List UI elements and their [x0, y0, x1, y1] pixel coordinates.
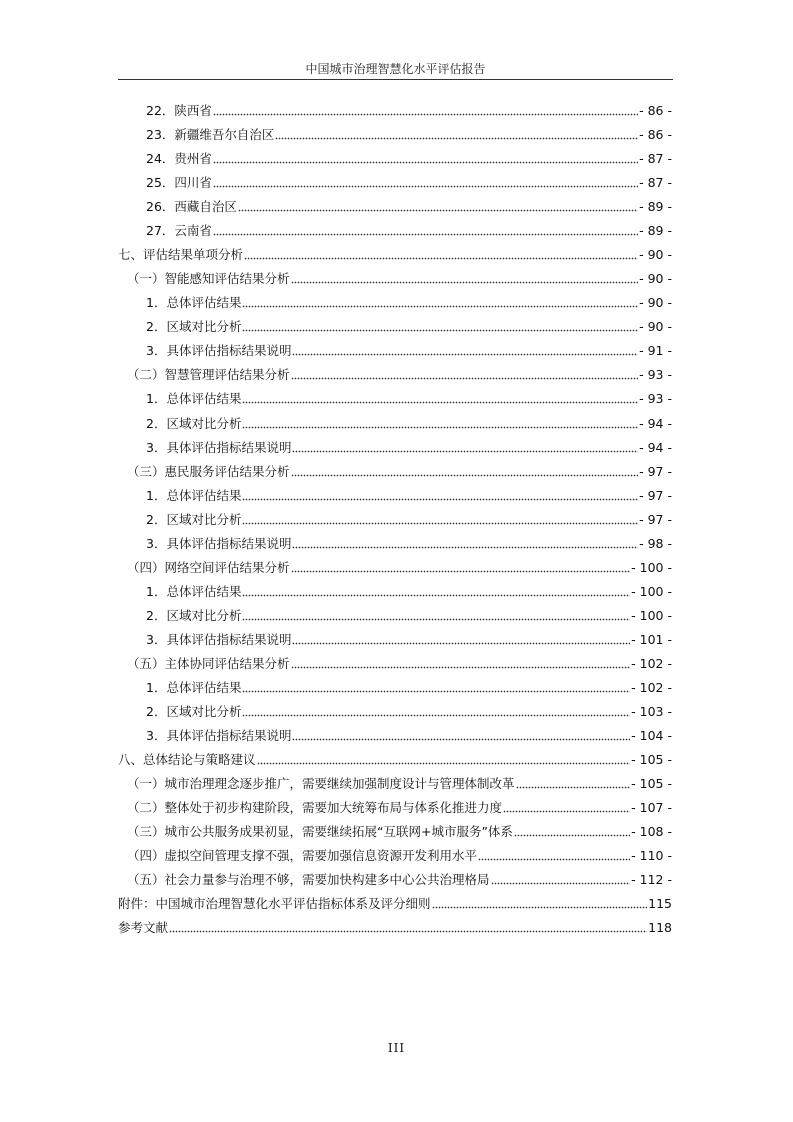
- toc-entry-title: 2．区域对比分析: [146, 704, 242, 719]
- toc-entry-page: - 108 -: [631, 824, 672, 840]
- toc-entry-title: 3．具体评估指标结果说明: [146, 728, 292, 744]
- toc-entry[interactable]: [146, 195, 672, 215]
- toc-dot-leader: [516, 786, 631, 789]
- toc-dot-leader: [242, 522, 638, 525]
- toc-entry[interactable]: [146, 387, 672, 407]
- toc-dot-leader: [292, 738, 630, 741]
- toc-entry-page: - 90 -: [639, 247, 672, 263]
- page-number: III: [387, 1041, 406, 1055]
- toc-dot-leader: [213, 161, 638, 164]
- toc-entry-page: - 89 -: [639, 223, 672, 239]
- toc-entry-page: - 97 -: [639, 511, 672, 527]
- toc-dot-leader: [242, 426, 638, 429]
- toc-entry-page: - 90 -: [639, 319, 672, 335]
- toc-entry[interactable]: [146, 508, 672, 528]
- toc-entry-page: - 93 -: [639, 391, 672, 407]
- toc-entry-page: 115: [648, 896, 672, 912]
- toc-entry-title: （四）虚拟空间管理支撑不强，需要加强信息资源开发利用水平: [127, 848, 478, 864]
- toc-entry[interactable]: [146, 628, 672, 648]
- toc-entry-title: 1．总体评估结果: [146, 583, 242, 599]
- toc-dot-leader: [242, 498, 638, 501]
- toc-entry[interactable]: [146, 123, 672, 143]
- toc-entry-page: - 87 -: [639, 151, 672, 167]
- toc-entry-page: - 110 -: [631, 848, 672, 864]
- toc-entry-title: 附件：中国城市治理智慧化水平评估指标体系及评分细则: [118, 896, 431, 912]
- page-header: 中国城市治理智慧化水平评估报告: [305, 62, 486, 76]
- toc-dot-leader: [291, 281, 639, 284]
- toc-dot-leader: [242, 305, 638, 308]
- toc-entry-title: 2．区域对比分析: [146, 319, 242, 335]
- toc-entry-page: - 97 -: [639, 463, 672, 479]
- toc-dot-leader: [275, 137, 638, 140]
- toc-dot-leader: [244, 257, 638, 260]
- toc-entry-page: - 90 -: [639, 295, 672, 311]
- toc-entry[interactable]: [127, 460, 672, 480]
- toc-entry-title: 1．总体评估结果: [146, 679, 242, 695]
- toc-entry[interactable]: [118, 916, 672, 936]
- toc-entry-title: （五）主体协同评估结果分析: [127, 655, 290, 671]
- toc-entry-title: （一）城市治理理念逐步推广，需要继续加强制度设计与管理体制改革: [127, 776, 515, 792]
- toc-entry-page: - 105 -: [631, 776, 672, 792]
- toc-entry-page: 118: [648, 920, 672, 936]
- toc-entry[interactable]: [146, 339, 672, 359]
- toc-entry-title: 2．区域对比分析: [146, 415, 242, 431]
- toc-entry-page: - 104 -: [631, 728, 672, 744]
- toc-dot-leader: [292, 353, 638, 356]
- toc-dot-leader: [242, 329, 638, 332]
- toc-entry-title: 1．总体评估结果: [146, 391, 242, 407]
- toc-dot-leader: [432, 906, 648, 909]
- toc-entry-page: - 93 -: [639, 367, 672, 383]
- toc-entry-title: （三）惠民服务评估结果分析: [127, 463, 290, 479]
- toc-dot-leader: [242, 618, 630, 621]
- toc-dot-leader: [213, 113, 638, 116]
- toc-entry-title: （二）智慧管理评估结果分析: [127, 367, 290, 383]
- toc-entry-title: 25．四川省: [146, 175, 212, 191]
- toc-entry-title: （五）社会力量参与治理不够，需要加快构建多中心公共治理格局: [127, 872, 490, 888]
- toc-entry-title: （四）网络空间评估结果分析: [127, 559, 290, 575]
- toc-entry-page: - 102 -: [631, 655, 672, 671]
- toc-entry-title: 1．总体评估结果: [146, 295, 242, 311]
- toc-dot-leader: [503, 810, 630, 813]
- toc-entry-page: - 86 -: [639, 127, 672, 143]
- toc-entry[interactable]: [146, 412, 672, 432]
- toc-entry-page: - 86 -: [639, 103, 672, 118]
- toc-entry[interactable]: [118, 892, 672, 912]
- toc-dot-leader: [291, 570, 631, 573]
- toc-entry-title: 八、总体结论与策略建议: [118, 752, 256, 768]
- toc-entry-page: - 100 -: [631, 559, 672, 575]
- toc-entry[interactable]: [146, 532, 672, 552]
- toc-entry[interactable]: [127, 772, 672, 792]
- toc-entry-title: 26．西藏自治区: [146, 199, 237, 215]
- toc-entry-title: 23．新疆维吾尔自治区: [146, 127, 275, 143]
- toc-dot-leader: [292, 450, 638, 453]
- toc-entry-title: 22．陕西省: [146, 103, 212, 118]
- toc-entry-page: - 112 -: [631, 872, 672, 888]
- toc-entry-title: 2．区域对比分析: [146, 511, 242, 527]
- toc-dot-leader: [213, 233, 638, 236]
- toc-entry[interactable]: [118, 748, 672, 768]
- toc-dot-leader: [257, 762, 631, 765]
- toc-entry-page: - 90 -: [639, 271, 672, 287]
- toc-entry[interactable]: [127, 820, 672, 840]
- toc-dot-leader: [292, 546, 638, 549]
- toc-entry-page: - 103 -: [631, 704, 672, 719]
- toc-dot-leader: [491, 882, 631, 885]
- toc-entry-page: - 87 -: [639, 175, 672, 191]
- toc-entry[interactable]: [127, 868, 672, 888]
- toc-entry-title: 2．区域对比分析: [146, 607, 242, 623]
- toc-entry[interactable]: [127, 652, 672, 672]
- toc-entry-title: （三）城市公共服务成果初显，需要继续拓展“互联网+城市服务”体系: [127, 824, 513, 840]
- toc-dot-leader: [242, 714, 630, 717]
- toc-entry-title: （一）智能感知评估结果分析: [127, 271, 290, 287]
- toc-entry[interactable]: [146, 580, 672, 600]
- toc-dot-leader: [514, 834, 630, 837]
- toc-dot-leader: [242, 690, 630, 693]
- toc-entry-page: - 89 -: [639, 199, 672, 215]
- toc-entry[interactable]: [146, 147, 672, 167]
- toc-entry[interactable]: [127, 796, 672, 816]
- toc-entry[interactable]: [146, 700, 672, 720]
- toc-entry[interactable]: [146, 484, 672, 504]
- toc-entry[interactable]: [146, 724, 672, 744]
- toc-entry[interactable]: [146, 315, 672, 335]
- toc-entry[interactable]: [146, 676, 672, 696]
- toc-entry[interactable]: [146, 99, 672, 119]
- toc-entry[interactable]: [118, 243, 672, 263]
- toc-entry-title: 24．贵州省: [146, 151, 212, 167]
- toc-entry[interactable]: [146, 436, 672, 456]
- toc-entry-title: 3．具体评估指标结果说明: [146, 535, 292, 551]
- toc-entry-page: - 101 -: [631, 631, 672, 647]
- toc-entry-page: - 100 -: [631, 607, 672, 623]
- toc-entry[interactable]: [127, 844, 672, 864]
- toc-entry[interactable]: [146, 291, 672, 311]
- toc-dot-leader: [242, 594, 630, 597]
- toc-entry[interactable]: [127, 363, 672, 383]
- toc-dot-leader: [292, 642, 630, 645]
- toc-entry-page: - 94 -: [639, 439, 672, 455]
- toc-entry-title: 1．总体评估结果: [146, 487, 242, 503]
- toc-entry-title: 七、评估结果单项分析: [118, 247, 244, 263]
- toc-entry[interactable]: [127, 556, 672, 576]
- toc-entry-title: 3．具体评估指标结果说明: [146, 631, 292, 647]
- toc-entry-title: 27．云南省: [146, 223, 212, 239]
- toc-dot-leader: [213, 185, 638, 188]
- toc-dot-leader: [291, 474, 639, 477]
- toc-entry-page: - 91 -: [639, 343, 672, 359]
- toc-entry[interactable]: [146, 171, 672, 191]
- toc-dot-leader: [291, 666, 631, 669]
- toc-dot-leader: [169, 930, 647, 933]
- toc-entry-title: 3．具体评估指标结果说明: [146, 343, 292, 359]
- toc-entry-page: - 100 -: [631, 583, 672, 599]
- toc-dot-leader: [478, 858, 630, 861]
- toc-dot-leader: [242, 401, 638, 404]
- toc-dot-leader: [238, 209, 638, 212]
- toc-entry[interactable]: [146, 604, 672, 624]
- toc-entry-title: （二）整体处于初步构建阶段，需要加大统筹布局与体系化推进力度: [127, 800, 503, 816]
- toc-entry-page: - 105 -: [631, 752, 672, 768]
- toc-entry-page: - 98 -: [639, 535, 672, 551]
- toc-dot-leader: [291, 377, 639, 380]
- toc-entry[interactable]: [127, 267, 672, 287]
- toc-entry-page: - 97 -: [639, 487, 672, 503]
- toc-entry-page: - 94 -: [639, 415, 672, 431]
- toc-entry-title: 3．具体评估指标结果说明: [146, 439, 292, 455]
- toc-entry-title: 参考文献: [118, 920, 169, 936]
- toc-entry-page: - 102 -: [631, 679, 672, 695]
- header-rule: [118, 79, 673, 80]
- toc-entry[interactable]: [146, 219, 672, 239]
- toc-entry-page: - 107 -: [631, 800, 672, 816]
